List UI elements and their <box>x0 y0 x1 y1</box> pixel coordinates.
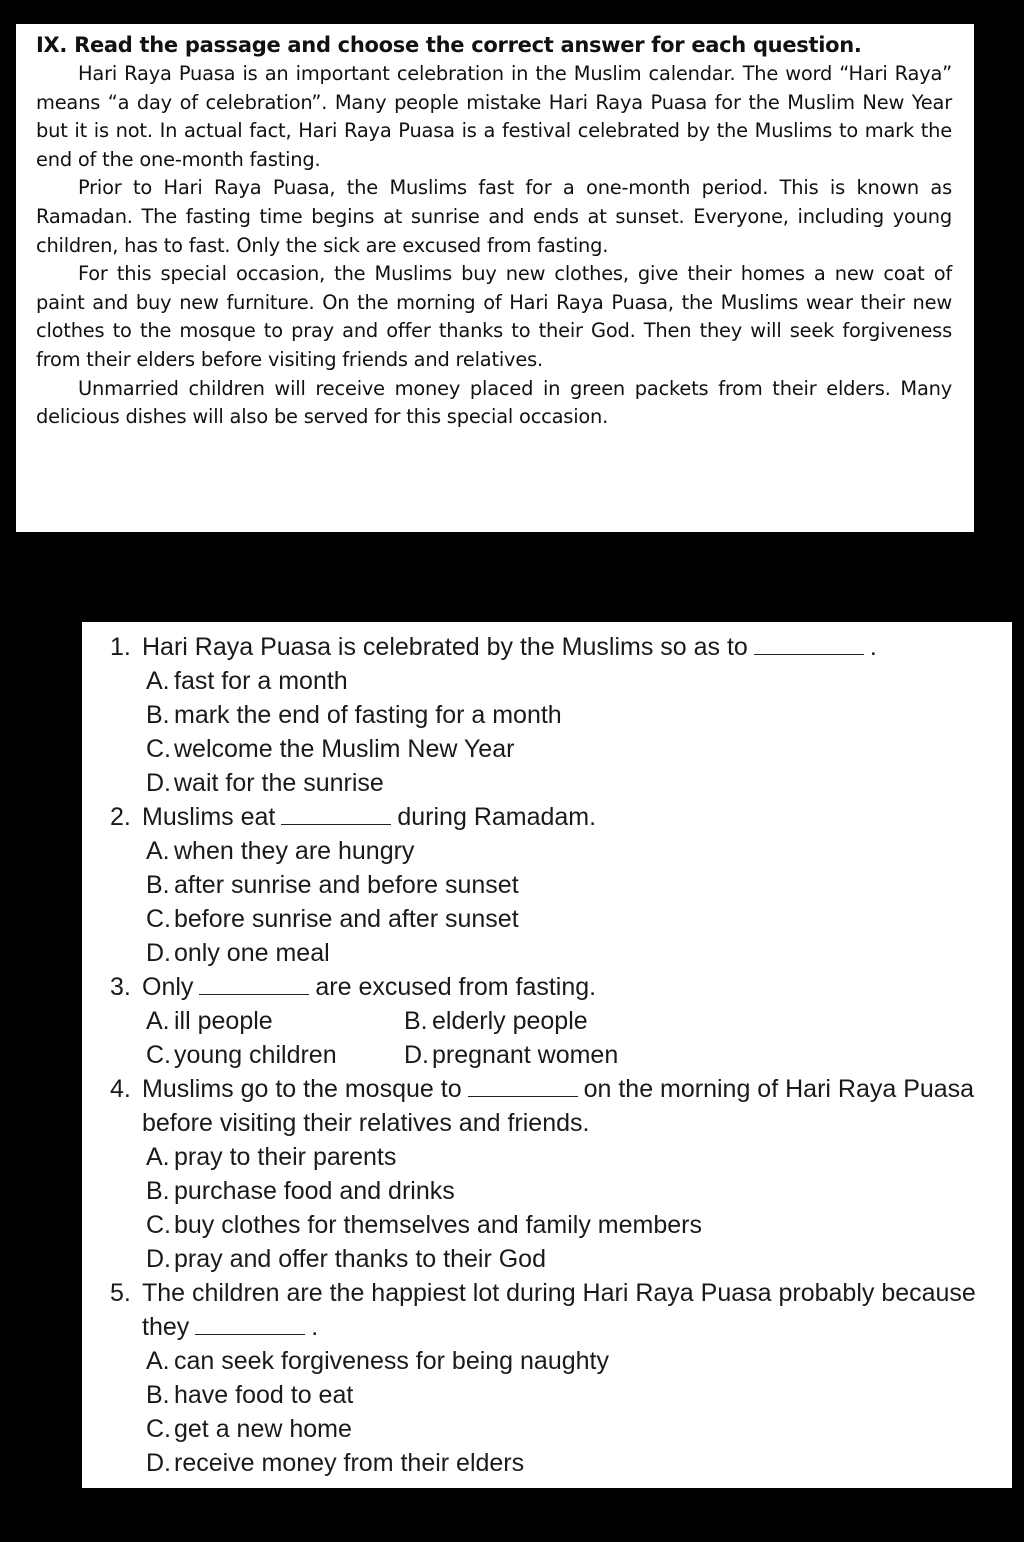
answer-blank <box>468 1078 578 1097</box>
passage-paragraph-1: Hari Raya Puasa is an important celebration in the Muslim calendar. The word “Hari Raya” means “a day of celebration”. Many people mistake Hari Raya Puasa for the Muslim New Year but it is not. In actual fact, Hari Raya Puasa is a festival celebrated by the Muslims to mark the end of the one-month fasting. <box>36 62 952 171</box>
option-d <box>404 1038 704 1072</box>
question-text-after: are excused from fasting. <box>315 973 597 1001</box>
option-letter: C. <box>146 905 171 933</box>
question-text <box>142 800 1006 834</box>
question-3 <box>110 970 1006 1072</box>
option-letter: B. <box>146 1381 170 1409</box>
question-number: 5. <box>110 1279 131 1307</box>
question-text-after: . <box>869 633 877 661</box>
question-text <box>142 1276 1006 1344</box>
question-stem <box>110 1072 1006 1140</box>
question-1 <box>110 630 1006 800</box>
option-letter: A. <box>146 1143 170 1171</box>
question-text-before: Muslims eat <box>142 803 276 831</box>
questions-panel <box>82 622 1012 1488</box>
option-text: receive money from their elders <box>174 1449 525 1477</box>
question-text-after: on the morning of Hari Raya Puasa before visiting their relatives and friends. <box>142 1075 975 1137</box>
option-b <box>146 1174 1006 1208</box>
option-a <box>146 664 1006 698</box>
question-stem <box>110 970 1006 1004</box>
question-text-before: Muslims go to the mosque to <box>142 1075 462 1103</box>
question-stem <box>110 800 1006 834</box>
option-letter: D. <box>146 1449 171 1477</box>
option-d <box>146 936 1006 970</box>
question-number: 4. <box>110 1075 131 1103</box>
option-a <box>146 1344 1006 1378</box>
option-letter: B. <box>146 701 170 729</box>
option-c <box>146 902 1006 936</box>
option-text: when they are hungry <box>174 837 415 865</box>
option-grid <box>146 1004 1006 1072</box>
option-letter: C. <box>146 1415 171 1443</box>
option-c <box>146 1412 1006 1446</box>
option-letter: A. <box>146 1347 170 1375</box>
question-5 <box>110 1276 1006 1480</box>
option-letter: D. <box>146 769 171 797</box>
question-stem <box>110 630 1006 664</box>
option-text: wait for the sunrise <box>174 769 384 797</box>
option-letter: A. <box>146 837 170 865</box>
option-text: mark the end of fasting for a month <box>174 701 562 729</box>
passage-title: IX. Read the passage and choose the correct answer for each question. <box>36 33 862 57</box>
option-letter: A. <box>146 667 170 695</box>
question-text-after: during Ramadam. <box>397 803 597 831</box>
question-number: 3. <box>110 973 131 1001</box>
option-b <box>146 868 1006 902</box>
option-letter: C. <box>146 1211 171 1239</box>
passage-paragraph-3: For this special occasion, the Muslims buy new clothes, give their homes a new coat of paint and buy new furniture. On the morning of Hari Raya Puasa, the Muslims wear their new clothes to the mosque to pray and offer thanks to their God. Then they will seek forgiveness from their elders before visiting friends and relatives. <box>36 262 952 371</box>
option-letter: C. <box>146 735 171 763</box>
answer-blank <box>754 636 864 655</box>
option-text: pregnant women <box>432 1041 619 1069</box>
answer-blank <box>195 1316 305 1335</box>
question-text <box>142 1072 1006 1140</box>
question-text-before: Only <box>142 973 194 1001</box>
option-c <box>146 732 1006 766</box>
passage-panel <box>16 24 974 532</box>
option-b <box>146 698 1006 732</box>
option-letter: D. <box>146 939 171 967</box>
option-letter: C. <box>146 1041 171 1069</box>
option-text: ill people <box>174 1007 273 1035</box>
question-text <box>142 630 1006 664</box>
option-b <box>146 1378 1006 1412</box>
question-number: 1. <box>110 633 131 661</box>
passage-paragraph-2: Prior to Hari Raya Puasa, the Muslims fast for a one-month period. This is known as Ramadan. The fasting time begins at sunrise and ends at sunset. Everyone, including young children, has to fast. Only the sick are excused from fasting. <box>36 176 952 257</box>
option-text: welcome the Muslim New Year <box>174 735 515 763</box>
option-c <box>146 1038 404 1072</box>
option-letter: D. <box>404 1041 429 1069</box>
option-text: after sunrise and before sunset <box>174 871 519 899</box>
option-a <box>146 1004 404 1038</box>
question-text <box>142 970 1006 1004</box>
question-stem <box>110 1276 1006 1344</box>
option-text: elderly people <box>432 1007 588 1035</box>
question-number: 2. <box>110 803 131 831</box>
option-text: before sunrise and after sunset <box>174 905 519 933</box>
answer-blank <box>281 806 391 825</box>
option-d <box>146 766 1006 800</box>
option-text: buy clothes for themselves and family members <box>174 1211 702 1239</box>
option-c <box>146 1208 1006 1242</box>
option-text: get a new home <box>174 1415 352 1443</box>
answer-blank <box>199 976 309 995</box>
option-text: have food to eat <box>174 1381 354 1409</box>
option-letter: B. <box>404 1007 428 1035</box>
question-4 <box>110 1072 1006 1276</box>
option-letter: B. <box>146 1177 170 1205</box>
question-text-before: Hari Raya Puasa is celebrated by the Muslims so as to <box>142 633 748 661</box>
question-text-before: The children are the happiest lot during Hari Raya Puasa probably because they <box>142 1279 976 1341</box>
option-b <box>404 1004 704 1038</box>
option-d <box>146 1446 1006 1480</box>
option-text: can seek forgiveness for being naughty <box>174 1347 609 1375</box>
option-a <box>146 1140 1006 1174</box>
question-2 <box>110 800 1006 970</box>
option-text: young children <box>174 1041 337 1069</box>
passage-paragraph-4: Unmarried children will receive money placed in green packets from their elders. Many delicious dishes will also be served for this special occasion. <box>36 376 952 429</box>
question-text-after: . <box>311 1313 319 1341</box>
option-text: fast for a month <box>174 667 348 695</box>
option-text: pray to their parents <box>174 1143 397 1171</box>
option-letter: D. <box>146 1245 171 1273</box>
option-letter: A. <box>146 1007 170 1035</box>
option-text: pray and offer thanks to their God <box>174 1245 546 1273</box>
option-text: only one meal <box>174 939 330 967</box>
option-letter: B. <box>146 871 170 899</box>
option-text: purchase food and drinks <box>174 1177 455 1205</box>
option-a <box>146 834 1006 868</box>
option-d <box>146 1242 1006 1276</box>
